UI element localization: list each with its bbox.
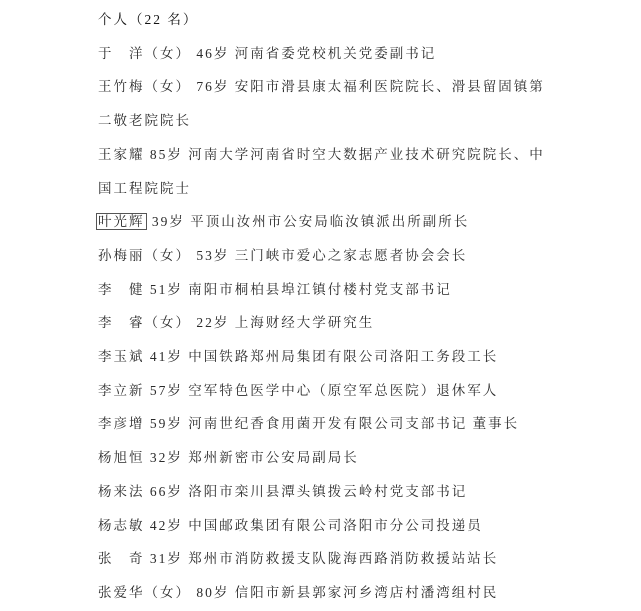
- person-details: 41岁 中国铁路郑州局集团有限公司洛阳工务段工长: [144, 349, 499, 364]
- person-name: 张爱华: [98, 584, 145, 600]
- person-details-continued: 国工程院院士: [98, 180, 191, 196]
- person-name: 李立新: [98, 382, 145, 398]
- person-entry: [98, 583, 498, 603]
- person-entry: [98, 482, 467, 502]
- person-entry: [98, 549, 498, 569]
- person-details: （女） 80岁 信阳市新县郭家河乡湾店村潘湾组村民: [144, 584, 499, 600]
- person-entry: [98, 347, 498, 367]
- person-name: 王竹梅: [98, 79, 145, 95]
- person-details: 39岁 平顶山汝州市公安局临汝镇派出所副所长: [146, 214, 470, 230]
- person-name: 杨旭恒: [98, 450, 145, 466]
- person-name: 孙梅丽: [98, 247, 145, 263]
- person-entry: [98, 280, 452, 300]
- person-name: 李 健: [98, 281, 145, 297]
- person-name: 王家耀: [98, 146, 145, 162]
- person-name: 张 奇: [98, 551, 145, 567]
- person-details: 57岁 空军特色医学中心（原空军总医院）退休军人: [144, 382, 499, 398]
- person-name: 杨来法: [98, 483, 145, 499]
- person-details: （女） 46岁 河南省委党校机关党委副书记: [144, 45, 437, 61]
- person-name: 叶光辉: [98, 214, 145, 230]
- person-details: 31岁 郑州市消防救援支队陇海西路消防救援站站长: [144, 551, 499, 567]
- person-name: 杨志敏: [98, 517, 145, 533]
- person-details: （女） 53岁 三门峡市爱心之家志愿者协会会长: [144, 247, 468, 263]
- section-heading: 个人（22 名）: [98, 12, 199, 27]
- person-entry: [98, 414, 519, 434]
- person-details: 32岁 郑州新密市公安局副局长: [144, 450, 359, 466]
- person-details: （女） 22岁 上海财经大学研究生: [144, 315, 375, 331]
- person-name: 李 睿: [98, 315, 145, 331]
- person-name: 李彦增: [98, 416, 145, 432]
- person-name: 于 洋: [98, 45, 145, 61]
- person-details: 85岁 河南大学河南省时空大数据产业技术研究院院长、中: [144, 146, 545, 162]
- person-name: 李玉斌: [98, 349, 145, 364]
- person-entry: [98, 381, 498, 401]
- person-entry: [98, 516, 483, 536]
- person-entry: [98, 448, 359, 468]
- person-entry: [98, 145, 545, 165]
- person-details: 66岁 洛阳市栾川县潭头镇拨云岭村党支部书记: [144, 483, 468, 499]
- person-entry: [98, 246, 467, 266]
- person-details: （女） 76岁 安阳市滑县康太福利医院院长、滑县留固镇第: [144, 79, 545, 95]
- person-details: 51岁 南阳市桐柏县埠江镇付楼村党支部书记: [144, 281, 452, 297]
- person-details: 59岁 河南世纪香食用菌开发有限公司支部书记 董事长: [144, 416, 520, 432]
- person-entry: [98, 212, 469, 232]
- person-entry: [98, 77, 545, 97]
- person-details-continued: 二敬老院院长: [98, 113, 191, 129]
- person-entry: [98, 313, 374, 333]
- person-entry: [98, 44, 436, 64]
- person-details: 42岁 中国邮政集团有限公司洛阳市分公司投递员: [144, 517, 483, 533]
